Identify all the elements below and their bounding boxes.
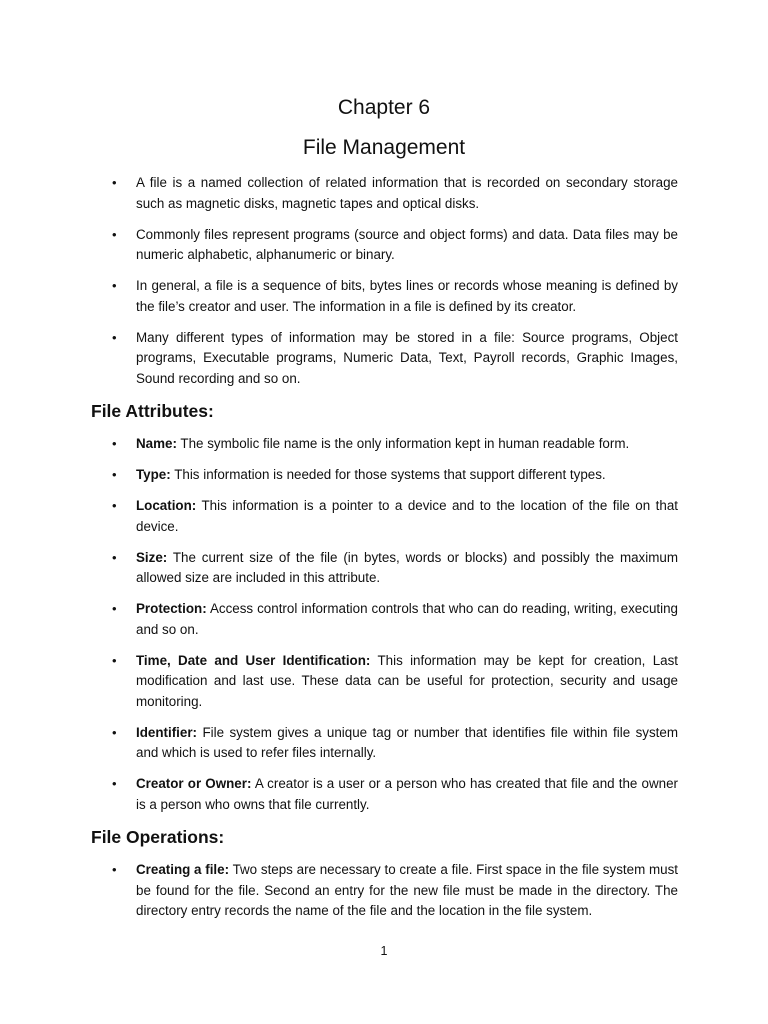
list-item-text: This information may be kept for creation, Last modification and last use. These data can be useful for protection, security and usage monitoring. [136,652,679,709]
list-item [0,860,678,922]
list-item-term: Protection: [136,601,207,616]
bullet-icon: • [112,175,117,190]
list-item-text: The symbolic file name is the only information kept in human readable form. [176,436,630,451]
list-item-term: Creator or Owner: [136,776,252,791]
list-item-term: Location: [136,498,197,513]
chapter-label: Chapter 6 [337,96,431,119]
page-title: File Management [302,136,466,159]
list-item [0,276,678,317]
bullet-icon: • [112,329,117,345]
list-item-term: Name: [136,436,177,451]
bullet-icon: • [112,498,117,513]
section-heading-attributes: File Attributes: [91,401,214,421]
list-item-text: The current size of the file (in bytes, words or blocks) and possibly the maximum allowed size are included in this attribute. [136,549,678,585]
bullet-icon: • [112,549,117,565]
bullet-icon: • [112,278,117,293]
bullet-icon: • [112,226,117,242]
list-item [0,548,678,589]
page-number: 1 [380,944,388,958]
list-item-text: Two steps are necessary to create a file. First space in the file system must be found for the file. Second an entry for the new file must be made in the directory. The directory entry records the name of the file and the location in the file system. [136,862,678,918]
list-item [0,651,678,713]
list-item-text: Commonly files represent programs (source and object forms) and data. Data files may be numeric alphabetic, alphanumeric or binary. [136,226,678,262]
list-item [0,723,678,764]
list-item [0,774,678,815]
bullet-icon: • [112,436,117,451]
bullet-icon: • [112,862,117,877]
list-item-term: Size: [136,549,168,565]
list-item [0,599,678,640]
list-item-text: In general, a file is a sequence of bits, bytes lines or records whose meaning is defined by the file’s creator and user. The information in a file is defined by its creator. [136,278,678,314]
list-item [0,496,678,537]
intro-list [0,173,768,400]
operations-list [0,860,768,932]
list-item-term: Creating a file: [136,862,230,877]
list-item-term: Identifier: [136,724,198,740]
bullet-icon: • [112,776,117,791]
bullet-icon: • [112,652,117,668]
section-heading-operations: File Operations: [91,827,225,847]
list-item-text: This information is needed for those systems that support different types. [170,467,606,482]
list-item-text: Many different types of information may be stored in a file: Source programs, Object programs, Executable programs, Numeric Data, Text, Payroll records, Graphic Images, Sound recording and so on. [136,329,678,386]
bullet-icon: • [112,601,117,616]
list-item [0,465,678,486]
list-item-text: A file is a named collection of related information that is recorded on secondary storage such as magnetic disks, magnetic tapes and optical disks. [136,175,678,211]
bullet-icon: • [112,467,117,482]
list-item [0,328,678,390]
attributes-list [0,434,768,826]
list-item-text: File system gives a unique tag or number that identifies file within file system and which is used to refer files internally. [136,724,678,760]
list-item-text: This information is a pointer to a device and to the location of the file on that device. [136,498,678,534]
list-item [0,225,678,266]
list-item-term: Time, Date and User Identification: [136,652,371,668]
list-item-term: Type: [136,467,171,482]
bullet-icon: • [112,724,117,740]
list-item-text: Access control information controls that who can do reading, writing, executing and so on. [136,601,678,637]
list-item [0,434,678,455]
list-item [0,173,678,214]
list-item-text: A creator is a user or a person who has created that file and the owner is a person who owns that file currently. [136,776,678,812]
